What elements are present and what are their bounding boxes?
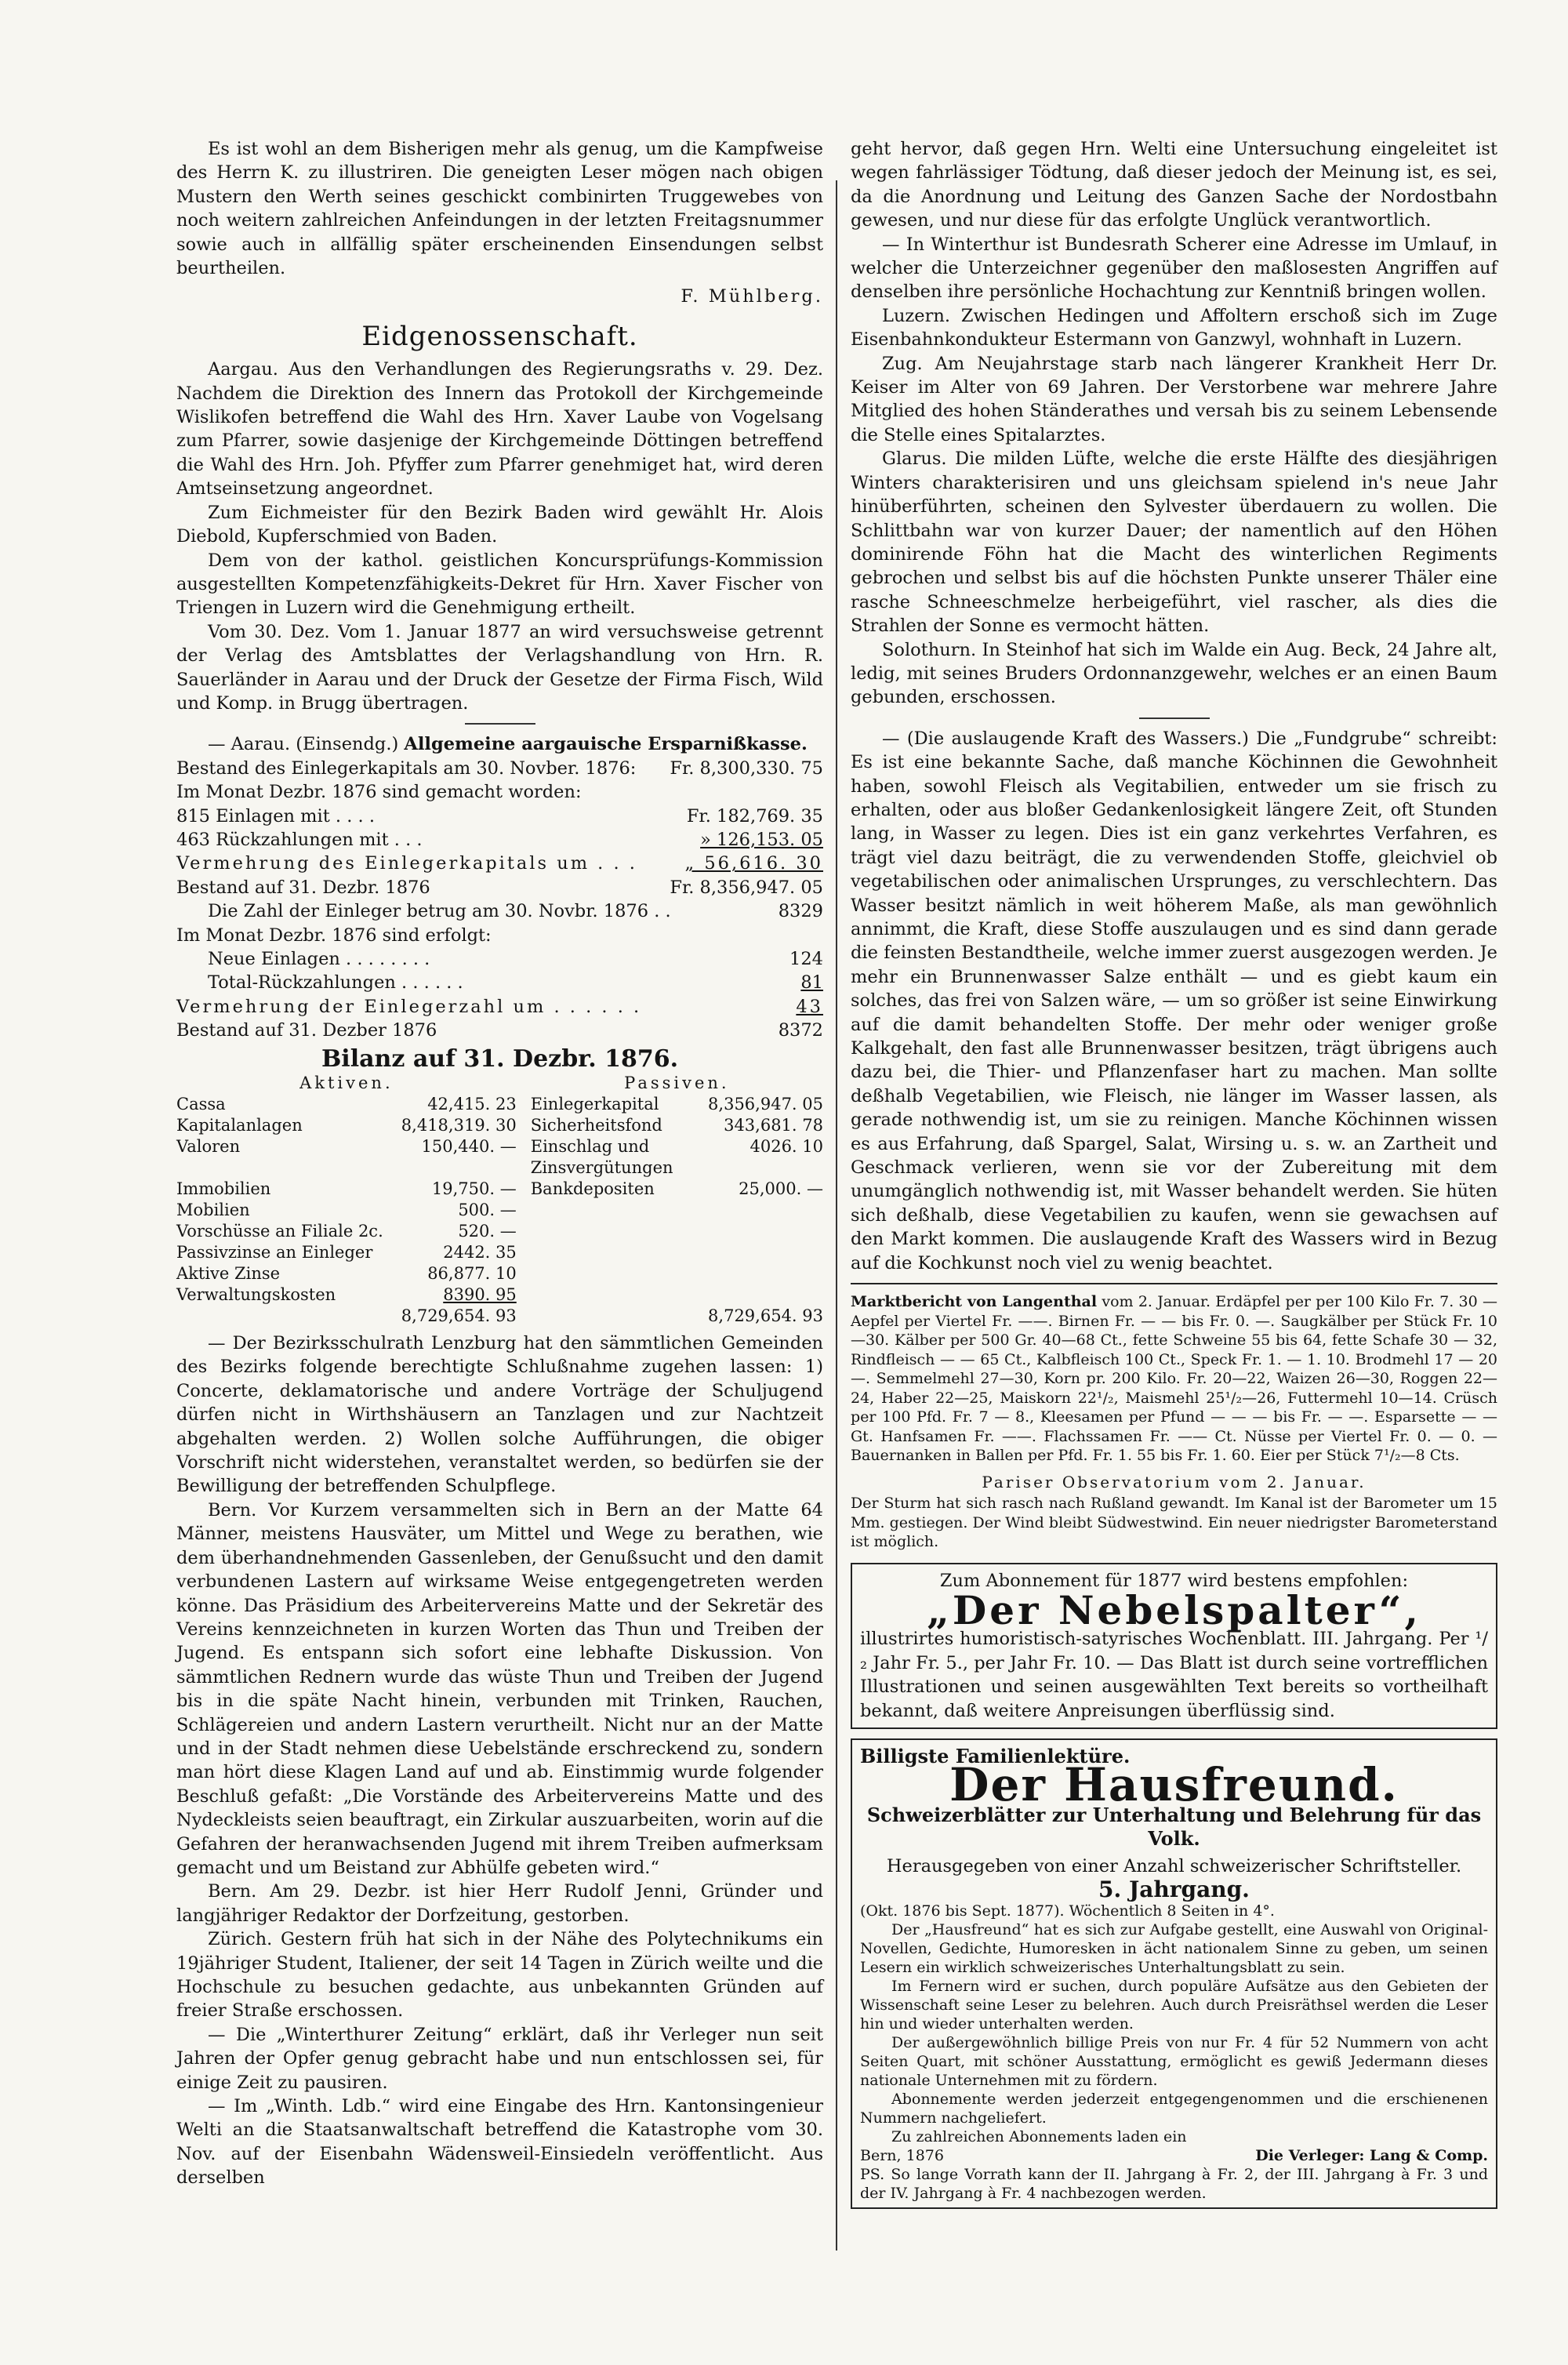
ad2-editors: Herausgegeben von einer Anzahl schweizerischer Schriftsteller.: [886, 1855, 1462, 1876]
paris-title: Pariser Observatorium vom 2. Januar.: [982, 1472, 1367, 1491]
kasse-row: 463 Rückzahlungen mit . . . » 126,153. 05: [176, 829, 823, 850]
divider: [1139, 717, 1210, 719]
aktiven-row: Mobilien 500. —: [176, 1201, 517, 1220]
aktiven-row: Verwaltungskosten 8390. 95: [176, 1285, 517, 1305]
divider: [465, 723, 535, 725]
glarus-paragraph: Glarus. Die milden Lüfte, welche die erste Hälfte des diesjährigen Winters charakterisiren und uns gleichsam spielend in's neue Jahr hinüberführten, scheinen den Sylvester überdauern zu wollen. Die Schlittbahn war von kurzer Dauer; der namentlich auf den Höhen dominirende Föhn hat die Macht des winterlichen Regiments gebrochen und selbst bis auf die höchsten Punkte unserer Thäler eine rasche Schneeschmelze herbeigeführt, viel rascher, als dies die Strahlen der Sonne es vermocht hätten.: [851, 449, 1497, 637]
aktiven-total-row: [176, 1306, 517, 1327]
paris-body: Der Sturm hat sich rasch nach Rußland gewandt. Im Kanal ist der Barometer um 15 Mm. gestiegen. Der Wind bleibt Südwestwind. Ein neuer niedrigster Barometerstand ist möglich.: [851, 1495, 1497, 1550]
ad2-tagline: Schweizerblätter zur Unterhaltung und Belehrung für das Volk.: [866, 1803, 1482, 1851]
intro-paragraph: Es ist wohl an dem Bisherigen mehr als genug, um die Kampfweise des Herrn K. zu illustriren. Die geneigten Leser mögen nach obigen Mustern den Werth seines geschickt combinirten Truggewebes von noch weitern zahlreichen Anfeindungen in der letzten Freitagsnummer sowie auch in allfällig später erscheinenden Einsendungen selbst beurtheilen.: [176, 139, 823, 279]
markt-body: Erdäpfel per per 100 Kilo Fr. 7. 30 — Aepfel per Viertel Fr. ——. Birnen Fr. — — bis Fr. 0. —. Saugkälber per Stück Fr. 10—30. Kälber per 500 Gr. 40—68 Ct., fette Schweine 55 bis 64, fette Schafe 30 — 32, Rindfleisch — — 65 Ct., Kalbfleisch 100 Ct., Speck Fr. 1. — 1. 10. Brodmehl 17 — 20—. Semmelmehl 27—30, Korn pr. 200 Kilo. Fr. 20—22, Waizen 26—30, Roggen 22—24, Haber 22—25, Maiskorn 22¹/₂, Maismehl 25¹/₂—26, Futtermehl 10—14. Crüsch per 100 Pfd. Fr. 7 — 8., Kleesamen per Pfund — — — bis Fr. — —. Esparsette — — Gt. Hanfsamen Fr. ——. Flachssamen Fr. —— Ct. Nüsse per Viertel Fr. 0. — 0. — Bauernanken in Ballen per Pfd. Fr. 1. 55 bis Fr. 1. 60. Eier per Stück 7¹/₂—8 Cts.: [851, 1293, 1497, 1465]
kasse-title: Allgemeine aargauische Ersparnißkasse.: [404, 734, 808, 755]
ad2-sign-publisher: Die Verleger: Lang & Comp.: [1255, 2147, 1488, 2165]
ad2-sign-place: Bern, 1876: [860, 2147, 944, 2165]
kasse-row: Vermehrung der Einlegerzahl um . . . . . . 43: [176, 996, 823, 1017]
aargau-paragraph-2: Zum Eichmeister für den Bezirk Baden wird gewählt Hr. Alois Diebold, Kupferschmied von Baden.: [176, 502, 823, 547]
section-title: Eidgenossenschaft.: [361, 320, 638, 352]
kasse-row: 815 Einlagen mit . . . . Fr. 182,769. 35: [176, 805, 823, 826]
kasse-row: Die Zahl der Einleger betrug am 30. Novbr. 1876 . . 8329: [208, 901, 823, 922]
left-column: [176, 137, 823, 2190]
aktiven-row: Vorschüsse an Filiale 2c. 520. —: [176, 1222, 517, 1241]
kasse-row: Total-Rückzahlungen . . . . . . 81: [208, 972, 823, 994]
solothurn-paragraph: Solothurn. In Steinhof hat sich im Walde ein Aug. Beck, 24 Jahre alt, ledig, mit seines Bruders Ordonnanzgewehr, welches er an einen Baum gebunden, erschossen.: [851, 639, 1497, 708]
passiven-heading: Passiven.: [624, 1074, 730, 1093]
ad1-title: „Der Nebelspalter“,: [927, 1586, 1421, 1633]
kasse-heading: [176, 732, 823, 756]
aktiven-row: Passivzinse an Einleger 2442. 35: [176, 1243, 517, 1262]
aktiven-column: [176, 1073, 517, 1327]
passiven-total: 8,729,654. 93: [708, 1306, 823, 1326]
ad2-body-4: Abonnemente werden jederzeit entgegengenommen und die erschienenen Nummern nachgeliefert.: [860, 2091, 1488, 2127]
bilanz-table: [176, 1073, 823, 1327]
ad2-year: 5. Jahrgang.: [1098, 1876, 1250, 1902]
passiven-row: Einschlag und Zinsvergütungen 4026. 10: [530, 1137, 823, 1178]
zuerich-paragraph: Zürich. Gestern früh hat sich in der Nähe des Polytechnikums ein 19jähriger Student, Italiener, der seit 14 Tagen in Zürich weilte und die Hochschule zu besuchen gedachte, aus unbekannten Gründen auf freier Straße erschossen.: [176, 1929, 823, 2022]
passiven-total-row: [531, 1306, 823, 1327]
ad2-body-1: Der „Hausfreund“ hat es sich zur Aufgabe gestellt, eine Auswahl von Original-Novellen, Gedichte, Humoresken in ächt nationalem Sinne zu geben, um seinen Lesern ein wirklich schweizerisches Unterhaltungsblatt zu sein.: [860, 1921, 1488, 1977]
kasse-table: [176, 757, 823, 1043]
continuation-paragraph: geht hervor, daß gegen Hrn. Welti eine Untersuchung eingeleitet ist wegen fahrlässiger Tödtung, daß dieser jedoch der Meinung ist, es sei, da die Anordnung und Leitung des Ganzen Sache der Nordostbahn gewesen, und nur diese für das erfolgte Unglück verantwortlich.: [851, 139, 1497, 231]
kasse-row: Vermehrung des Einlegerkapitals um . . . „ 56,616. 30: [176, 853, 823, 874]
ad2-title: Der Hausfreund.: [949, 1758, 1399, 1812]
winterthur-paragraph-1: — Die „Winterthurer Zeitung“ erklärt, daß ihr Verleger nun seit Jahren der Opfer genug gebracht habe und nun entschlossen sei, für einige Zeit zu pausiren.: [176, 2024, 823, 2093]
aktiven-row: Kapitalanlagen 8,418,319. 30: [176, 1116, 517, 1135]
passiven-row: Bankdepositen 25,000. —: [530, 1179, 823, 1199]
aargau-paragraph-1: Aargau. Aus den Verhandlungen des Regierungsraths v. 29. Dez. Nachdem die Direktion des Innern das Protokoll der Kirchgemeinde Wislikofen betreffend die Wahl des Hrn. Xaver Laube von Vogelsang zum Pfarrer, sowie dasjenige der Kirchgemeinde Döttingen betreffend die Wahl des Hrn. Joh. Pfyffer zum Pfarrer genehmiget hat, wird deren Amtseinsetzung angeordnet.: [176, 359, 823, 500]
kasse-row: Neue Einlagen . . . . . . . . 124: [208, 949, 823, 969]
ad1-body: illustrirtes humoristisch-satyrisches Wochenblatt. III. Jahrgang. Per ¹/₂ Jahr Fr. 5., per Jahr Fr. 10. — Das Blatt ist durch seine vortrefflichen Illustrationen und seinen ausgewählten Text bereits so vortheilhaft bekannt, daß weitere Anpreisungen überflüssig sind.: [860, 1629, 1488, 1721]
aargau-paragraph-4: Vom 30. Dez. Vom 1. Januar 1877 an wird versuchsweise getrennt der Verlag des Amtsblattes der Verlagshandlung von Hrn. R. Sauerländer in Aarau und der Druck der Gesetze der Firma Fisch, Wild und Komp. in Brugg übertragen.: [176, 621, 823, 714]
aktiven-row: Cassa 42,415. 23: [176, 1095, 517, 1114]
kasse-row: Bestand des Einlegerkapitals am 30. Novber. 1876: Fr. 8,300,330. 75: [176, 757, 823, 779]
ad2-period: (Okt. 1876 bis Sept. 1877). Wöchentlich 8 Seiten in 4°.: [860, 1902, 1275, 1920]
aktiven-row: Valoren 150,440. —: [176, 1137, 517, 1157]
ad2-ps: PS. So lange Vorrath kann der II. Jahrgang à Fr. 2, der III. Jahrgang à Fr. 3 und der IV. Jahrgang à Fr. 4 nachbezogen werden.: [860, 2166, 1488, 2203]
signature: F. Mühlberg.: [681, 286, 823, 307]
passiven-row: Einlegerkapital 8,356,947. 05: [530, 1095, 823, 1114]
passiven-column: [531, 1073, 823, 1327]
aktiven-row: Aktive Zinse 86,877. 10: [176, 1264, 517, 1284]
ad-hausfreund: [851, 1738, 1497, 2209]
kasse-row: Im Monat Dezbr. 1876 sind erfolgt:: [176, 925, 492, 946]
column-divider: [836, 180, 837, 2251]
wasser-paragraph: — (Die auslaugende Kraft des Wassers.) Die „Fundgrube“ schreibt: Es ist eine bekannte Sache, daß manche Köchinnen die Gewohnheit haben, sowohl Fleisch als Vegitabilien, entweder um sie frisch zu erhalten, oder aus bloßer Gedankenlosigkeit längere Zeit, oft Stunden lang, in Wasser zu legen. Dies ist ein ganz verkehrtes Verfahren, es trägt viel dazu beiträgt, die zu verwendenden Stoffe, gleichviel ob vegetabilischen oder animalischen Ursprunges, zu verschlechtern. Das Wasser besitzt nämlich in weit höherem Maße, als man gewöhnlich annimmt, die Kraft, diese Stoffe auszulaugen und es sind dann gerade die feinsten Bestandtheile, welche immer zuerst ausgezogen werden. Je mehr ein Brunnenwasser Salze enthält — und es giebt kaum ein solches, das frei von Salzen wäre, — um so größer ist seine Einwirkung auf die damit behandelten Stoffe. Der mehr oder weniger große Kalkgehalt, den fast alle Brunnenwasser besitzen, trägt übrigens auch dazu bei, die Thier- und Pflanzenfaser hart zu machen. Man sollte deßhalb Vegetabilien, wie Fleisch, nie länger im Wasser lassen, als gerade nothwendig ist, um sie zu reinigen. Manche Köchinnen wissen es aus Erfahrung, daß Spargel, Salat, Wirsing u. s. w. an Zartheit und Geschmack verlieren, wenn sie vor der Zubereitung mit dem unumgänglich nothwendig ist, mit Wasser behandelt werden. Sie hüten sich deßhalb, diese Vegetabilien zu kaufen, wenn sie gewachsen auf den Markt kommen. Die auslaugende Kraft des Wassers wird in Bezug auf die Kochkunst noch viel zu wenig beachtet.: [851, 728, 1497, 1273]
passiven-row: Sicherheitsfond 343,681. 78: [530, 1116, 823, 1135]
winterthur-paragraph-2: — Im „Winth. Ldb.“ wird eine Eingabe des Hrn. Kantonsingenieur Welti an die Staatsanwaltschaft betreffend die Katastrophe vom 30. Nov. auf der Eisenbahn Wädensweil-Einsiedeln veröffentlicht. Aus derselben: [176, 2096, 823, 2189]
kasse-intro: — Aarau. (Einsendg.): [208, 734, 399, 755]
zug-paragraph: Zug. Am Neujahrstage starb nach längerer Krankheit Herr Dr. Keiser im Alter von 69 Jahren. Der Verstorbene war mehrere Jahre Mitglied des hohen Ständerathes und versah bis zu seinem Lebensende die Stelle eines Spitalarztes.: [851, 353, 1497, 445]
bern-paragraph-1: Bern. Vor Kurzem versammelten sich in Bern an der Matte 64 Männer, meistens Hausväter, um Mittel und Wege zu berathen, wie dem überhandnehmenden Gassenleben, der Genußsucht und den damit verbundenen Lastern auf wirksame Weise entgegengetreten werden könne. Das Präsidium des Arbeitervereins Matte und der Sekretär des Vereins kennzeichneten in kurzen Worten das Thun und Treiben der Jugend. Es entspann sich sofort eine lebhafte Diskussion. Von sämmtlichen Rednern wurde das wüste Thun und Treiben der Jugend bis in die späte Nacht hinein, verbunden mit Trinken, Rauchen, Schlägereien und andern Lastern verurtheilt. Nicht nur an der Matte und in der Stadt nehmen diese Uebelstände erschreckend zu, sondern man hört diese Klagen Land auf und ab. Einstimmig wurde folgender Beschluß gefaßt: „Die Vorstände des Arbeitervereins Matte und des Nydeckleists seien beauftragt, ein Zirkular auszuarbeiten, worin auf die Gefahren der heranwachsenden Jugend mit ihrem Treiben aufmerksam gemacht und um Beistand zur Abhülfe gebeten wird.“: [176, 1499, 823, 1878]
markt-title: Marktbericht von Langenthal: [851, 1293, 1098, 1311]
kasse-row: Bestand auf 31. Dezbr. 1876 Fr. 8,356,947. 05: [176, 877, 823, 898]
winterthur-paragraph-3: — In Winterthur ist Bundesrath Scherer eine Adresse im Umlauf, in welcher die Unterzeichner gegenüber den maßlosesten Angriffen auf denselben ihre persönliche Hochachtung zur Kenntniß bringen wollen.: [851, 234, 1497, 303]
kasse-row: Im Monat Dezbr. 1876 sind gemacht worden:: [176, 782, 582, 803]
ad1-intro: Zum Abonnement für 1877 wird bestens empfohlen:: [939, 1570, 1409, 1591]
markt-date: vom 2. Januar.: [1102, 1293, 1211, 1311]
ad2-kicker: Billigste Familienlektüre.: [860, 1744, 1131, 1767]
bern-paragraph-2: Bern. Am 29. Dezbr. ist hier Herr Rudolf Jenni, Gründer und langjähriger Redaktor der Dorfzeitung, gestorben.: [176, 1881, 823, 1926]
aktiven-heading: Aktiven.: [299, 1074, 394, 1093]
ad2-body-3: Der außergewöhnlich billige Preis von nur Fr. 4 für 52 Nummern von acht Seiten Quart, mit schöner Ausstattung, ermöglicht es gewiß Jedermann dieses nationale Unternehmen mit zu fördern.: [860, 2034, 1488, 2090]
divider: [851, 1283, 1497, 1284]
luzern-paragraph: Luzern. Zwischen Hedingen und Affoltern erschoß sich im Zuge Eisenbahnkondukteur Estermann von Ganzwyl, wohnhaft in Luzern.: [851, 305, 1497, 351]
ad-nebelspalter: [851, 1563, 1497, 1729]
aktiven-row: Immobilien 19,750. —: [176, 1179, 517, 1199]
lenzburg-paragraph: — Der Bezirksschulrath Lenzburg hat den sämmtlichen Gemeinden des Bezirks folgende berechtigte Schlußnahme zugehen lassen: 1) Concerte, deklamatorische und andere Vorträge der Schuljugend dürfen nicht in Wirthshäusern an Tanzlagen und zur Nachtzeit abgehalten werden. 2) Wollen solche Aufführungen, die obiger Vorschrift nicht widerstehen, veranstaltet werden, so bedürfen sie der Bewilligung der betreffenden Schulpflege.: [176, 1333, 823, 1497]
ad2-body-2: Im Fernern wird er suchen, durch populäre Aufsätze aus den Gebieten der Wissenschaft seine Leser zu belehren. Auch durch Preisräthsel werden die Leser hin und wieder unterhalten werden.: [860, 1978, 1488, 2033]
kasse-row: Bestand auf 31. Dezber 1876 8372: [176, 1020, 823, 1041]
aargau-paragraph-3: Dem von der kathol. geistlichen Koncursprüfungs-Kommission ausgestellten Kompetenzfähigkeits-Dekret für Hrn. Xaver Fischer von Triengen in Luzern wird die Genehmigung ertheilt.: [176, 550, 823, 619]
marktbericht: [851, 1292, 1497, 1466]
ad2-body-5: Zu zahlreichen Abonnements laden ein: [891, 2128, 1187, 2146]
right-column: [851, 137, 1497, 2218]
ad2-signature-row: [860, 2146, 1488, 2165]
aktiven-total: 8,729,654. 93: [401, 1306, 517, 1326]
bilanz-title: Bilanz auf 31. Dezbr. 1876.: [321, 1044, 679, 1073]
